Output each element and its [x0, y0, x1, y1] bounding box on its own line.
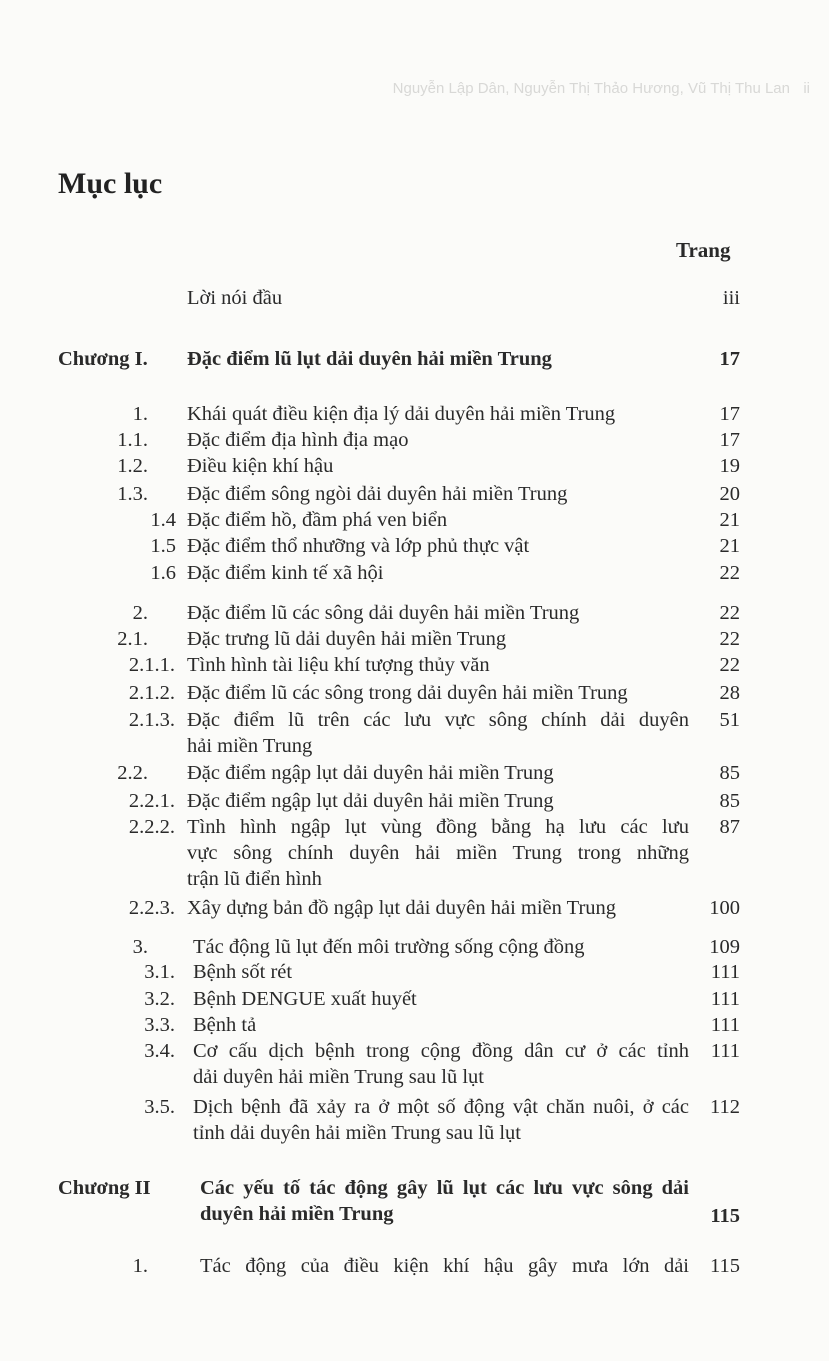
page-title: Mục lục [58, 167, 163, 200]
toc-entry-number: 2.2.3. [128, 897, 175, 919]
toc-entry-page: 111 [710, 1014, 740, 1036]
toc-entry-title [187, 626, 689, 652]
toc-entry-number: 3.2. [144, 988, 175, 1010]
toc-entry-title-line: duyên hải miền Trung [200, 1203, 394, 1225]
toc-entry-title [187, 285, 689, 311]
toc-entry-title-line: trận lũ điển hình [187, 868, 322, 890]
toc-entry-title-line: Đặc điểm thổ nhưỡng và lớp phủ thực vật [187, 535, 530, 557]
toc-entry-number: 1. [132, 403, 148, 425]
toc-entry-number: 3.3. [144, 1014, 175, 1036]
toc-entry-title-line: Đặc điểm kinh tế xã hội [187, 562, 384, 584]
toc-entry-title-line: Đặc điểm lũ các sông dải duyên hải miền Trung [187, 602, 580, 624]
toc-entry-title [187, 401, 689, 427]
toc-entry-number: 1.4 [150, 509, 176, 531]
toc-entry-title [193, 1038, 689, 1090]
toc-entry-page: 115 [710, 1205, 740, 1227]
toc-entry-title [187, 707, 689, 759]
toc-entry-title-line: Tác động của điều kiện khí hậu gây mưa lớn dải [200, 1255, 689, 1277]
toc-entry-page: 17 [719, 403, 740, 425]
toc-entry-number: 3.4. [144, 1040, 175, 1062]
toc-entry-page: 21 [719, 509, 740, 531]
toc-entry-title [187, 427, 689, 453]
toc-entry-number: 1. [132, 1255, 148, 1277]
toc-entry-title-line: Các yếu tố tác động gây lũ lụt các lưu vực sông dải [200, 1177, 689, 1199]
toc-entry-number: 3. [132, 936, 148, 958]
toc-entry-number: 1.2. [117, 455, 148, 477]
toc-entry-title [187, 507, 689, 533]
toc-entry-title-line: Đặc trưng lũ dải duyên hải miền Trung [187, 628, 507, 650]
toc-entry-number: 2.1.1. [128, 654, 175, 676]
toc-entry-number: 2.1.2. [128, 682, 175, 704]
toc-entry-page: 85 [719, 762, 740, 784]
toc-entry-title-line: Cơ cấu dịch bệnh trong cộng đồng dân cư ở các tỉnh [193, 1040, 689, 1062]
toc-entry-page: 17 [719, 348, 740, 370]
toc-entry-title-line: hải miền Trung [187, 735, 313, 757]
toc-entry-title [200, 1175, 689, 1227]
toc-entry-title [187, 346, 689, 372]
toc-entry-title-line: Dịch bệnh đã xảy ra ở một số động vật chăn nuôi, ở các [193, 1096, 689, 1118]
toc-entry-title-line: vực sông chính duyên hải miền Trung trong những [187, 842, 689, 864]
toc-entry-page: 51 [719, 709, 740, 731]
toc-entry-page: 21 [719, 535, 740, 557]
toc-entry-title [187, 788, 689, 814]
toc-entry-number: 2.2. [117, 762, 148, 784]
toc-entry-number: 2.2.2. [128, 816, 175, 838]
toc-entry-title [193, 934, 689, 960]
toc-entry-number: 2.2.1. [128, 790, 175, 812]
toc-entry-page: 85 [719, 790, 740, 812]
toc-entry-page: 19 [719, 455, 740, 477]
toc-entry-page: 17 [719, 429, 740, 451]
toc-entry-page: 100 [709, 897, 740, 919]
toc-entry-number: 1.5 [150, 535, 176, 557]
toc-entry-number: 2. [132, 602, 148, 624]
toc-entry-title-line: Điều kiện khí hậu [187, 455, 334, 477]
toc-entry-page: 22 [719, 562, 740, 584]
toc-entry-title-line: Bệnh tả [193, 1014, 257, 1036]
toc-entry-title-line: Bệnh DENGUE xuất huyết [193, 988, 417, 1010]
toc-entry-title [193, 1012, 689, 1038]
toc-entry-title-line: Đặc điểm ngập lụt dải duyên hải miền Trung [187, 762, 554, 784]
toc-entry-page: 111 [710, 988, 740, 1010]
toc-entry-title [187, 814, 689, 892]
toc-entry-page: 28 [719, 682, 740, 704]
toc-entry-title-line: Đặc điểm sông ngòi dải duyên hải miền Trung [187, 483, 568, 505]
toc-entry-title-line: Đặc điểm địa hình địa mạo [187, 429, 409, 451]
toc-entry-number: 2.1. [117, 628, 148, 650]
toc-entry-title-line: Lời nói đầu [187, 287, 283, 309]
toc-entry-title [193, 959, 689, 985]
toc-entry-title [187, 453, 689, 479]
toc-entry-number: 2.1.3. [128, 709, 175, 731]
toc-entry-page: 112 [710, 1096, 740, 1118]
toc-entry-number: 1.6 [150, 562, 176, 584]
header-authors: Nguyễn Lập Dân, Nguyễn Thị Thảo Hương, Vũ Thị Thu Lan [392, 80, 790, 97]
toc-entry-title-line: dải duyên hải miền Trung sau lũ lụt [193, 1066, 484, 1088]
toc-entry-number: Chương I. [58, 348, 148, 370]
toc-entry-title [193, 1094, 689, 1146]
toc-entry-title-line: Đặc điểm ngập lụt dải duyên hải miền Trung [187, 790, 554, 812]
toc-entry-title-line: Đặc điểm lũ lụt dải duyên hải miền Trung [187, 348, 552, 370]
toc-entry-title [187, 481, 689, 507]
toc-entry-page: 22 [719, 602, 740, 624]
toc-entry-title-line: Đặc điểm hồ, đầm phá ven biển [187, 509, 448, 531]
toc-entry-number: 1.1. [117, 429, 148, 451]
toc-entry-title-line: Khái quát điều kiện địa lý dải duyên hải miền Trung [187, 403, 616, 425]
toc-entry-page: 20 [719, 483, 740, 505]
toc-entry-number: 3.1. [144, 961, 175, 983]
toc-entry-page: 22 [719, 654, 740, 676]
toc-entry-title [187, 533, 689, 559]
toc-entry-title [187, 652, 689, 678]
toc-entry-number: 1.3. [117, 483, 148, 505]
toc-entry-title [200, 1253, 689, 1279]
toc-entry-title-line: tỉnh dải duyên hải miền Trung sau lũ lụt [193, 1122, 521, 1144]
toc-entry-title [187, 895, 689, 921]
toc-entry-title-line: Đặc điểm lũ các sông trong dải duyên hải miền Trung [187, 682, 628, 704]
toc-entry-page: 109 [709, 936, 740, 958]
toc-entry-title-line: Tình hình tài liệu khí tượng thủy văn [187, 654, 490, 676]
toc-entry-page: 87 [719, 816, 740, 838]
toc-entry-title [187, 760, 689, 786]
toc-entry-page: 111 [710, 961, 740, 983]
toc-entry-title-line: Xây dựng bản đồ ngập lụt dải duyên hải miền Trung [187, 897, 617, 919]
toc-entry-title-line: Tình hình ngập lụt vùng đồng bằng hạ lưu các lưu [187, 816, 689, 838]
toc-entry-title-line: Bệnh sốt rét [193, 961, 293, 983]
toc-entry-page: 115 [710, 1255, 740, 1277]
toc-entry-page: 22 [719, 628, 740, 650]
toc-entry-page: iii [722, 287, 740, 309]
toc-entry-title-line: Tác động lũ lụt đến môi trường sống cộng đồng [193, 936, 585, 958]
page-column-label: Trang [676, 238, 731, 262]
toc-entry-number: Chương II [58, 1177, 151, 1199]
toc-entry-title-line: Đặc điểm lũ trên các lưu vực sông chính dải duyên [187, 709, 689, 731]
toc-entry-title [193, 986, 689, 1012]
toc-entry-number: 3.5. [144, 1096, 175, 1118]
toc-entry-title [187, 600, 689, 626]
toc-entry-title [187, 560, 689, 586]
toc-entry-page: 111 [710, 1040, 740, 1062]
toc-entry-title [187, 680, 689, 706]
header-page-number: ii [803, 80, 810, 97]
